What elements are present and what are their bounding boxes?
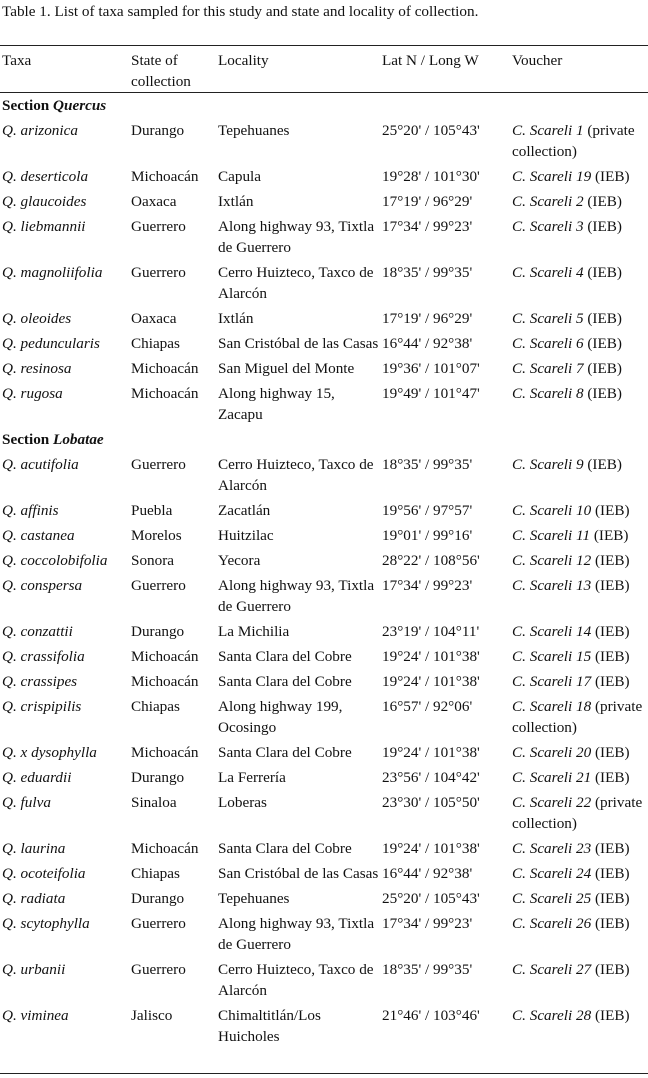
voucher-cell xyxy=(510,861,648,886)
state-cell: Sinaloa xyxy=(131,794,177,811)
coords-cell: 23°56' / 104°42' xyxy=(382,769,480,786)
section-heading xyxy=(0,93,648,118)
state-cell: Michoacán xyxy=(131,744,199,761)
taxon-cell: Q. conzattii xyxy=(2,623,73,640)
voucher-name: C. Scareli 5 xyxy=(512,310,584,327)
coords-cell: 19°36' / 101°07' xyxy=(382,360,480,377)
coords-cell: 21°46' / 103°46' xyxy=(382,1007,480,1024)
locality-cell: La Ferrería xyxy=(218,769,286,786)
voucher-name: C. Scareli 12 xyxy=(512,552,592,569)
coords-cell: 17°34' / 99°23' xyxy=(382,577,473,594)
voucher-name: C. Scareli 27 xyxy=(512,961,592,978)
voucher-note: (IEB) xyxy=(587,218,622,235)
locality-cell: Capula xyxy=(218,168,262,185)
voucher-name: C. Scareli 18 xyxy=(512,698,592,715)
state-cell: Michoacán xyxy=(131,360,199,377)
taxon-cell: Q. coccolobifolia xyxy=(2,552,108,569)
voucher-cell xyxy=(510,164,648,189)
locality-cell: Chimaltitlán/Los Huicholes xyxy=(218,1007,321,1045)
voucher-cell xyxy=(510,836,648,861)
voucher-cell xyxy=(510,911,648,957)
state-cell: Chiapas xyxy=(131,335,180,352)
taxon-cell: Q. radiata xyxy=(2,890,66,907)
voucher-cell xyxy=(510,498,648,523)
voucher-cell xyxy=(510,694,648,740)
state-cell: Durango xyxy=(131,890,185,907)
state-cell: Michoacán xyxy=(131,673,199,690)
voucher-note: (IEB) xyxy=(594,961,630,978)
coords-cell: 19°24' / 101°38' xyxy=(382,744,480,761)
voucher-name: C. Scareli 23 xyxy=(512,840,592,857)
locality-cell: Cerro Huizteco, Taxco de Alarcón xyxy=(218,264,374,302)
taxon-cell: Q. crassifolia xyxy=(2,648,85,665)
voucher-name: C. Scareli 9 xyxy=(512,456,584,473)
voucher-cell xyxy=(510,740,648,765)
state-cell: Chiapas xyxy=(131,865,180,882)
locality-cell: Santa Clara del Cobre xyxy=(218,744,352,761)
voucher-name: C. Scareli 14 xyxy=(512,623,592,640)
state-cell: Guerrero xyxy=(131,915,186,932)
voucher-note: (IEB) xyxy=(594,744,630,761)
coords-cell: 16°44' / 92°38' xyxy=(382,335,473,352)
voucher-name: C. Scareli 21 xyxy=(512,769,592,786)
voucher-name: C. Scareli 4 xyxy=(512,264,584,281)
coords-cell: 23°19' / 104°11' xyxy=(382,623,480,640)
voucher-name: C. Scareli 22 xyxy=(512,794,592,811)
state-cell: Guerrero xyxy=(131,264,186,281)
taxon-cell: Q. peduncularis xyxy=(2,335,100,352)
coords-cell: 18°35' / 99°35' xyxy=(382,456,473,473)
voucher-name: C. Scareli 11 xyxy=(512,527,591,544)
taxon-cell: Q. viminea xyxy=(2,1007,69,1024)
table-top-rule xyxy=(0,45,648,46)
locality-cell: Tepehuanes xyxy=(218,122,290,139)
taxon-cell: Q. liebmannii xyxy=(2,218,86,235)
voucher-note: (private collection) xyxy=(512,794,643,832)
voucher-note: (IEB) xyxy=(594,502,630,519)
locality-cell: Santa Clara del Cobre xyxy=(218,648,352,665)
state-cell: Puebla xyxy=(131,502,173,519)
voucher-note: (private collection) xyxy=(512,698,643,736)
header-voucher: Voucher xyxy=(512,52,563,69)
state-cell: Michoacán xyxy=(131,648,199,665)
voucher-name: C. Scareli 19 xyxy=(512,168,592,185)
voucher-note: (IEB) xyxy=(587,456,622,473)
state-cell: Guerrero xyxy=(131,218,186,235)
state-cell: Jalisco xyxy=(131,1007,173,1024)
locality-cell: Zacatlán xyxy=(218,502,271,519)
voucher-note: (private collection) xyxy=(512,122,635,160)
taxon-cell: Q. arizonica xyxy=(2,122,78,139)
coords-cell: 19°01' / 99°16' xyxy=(382,527,473,544)
coords-cell: 19°49' / 101°47' xyxy=(382,385,480,402)
voucher-note: (IEB) xyxy=(587,264,622,281)
voucher-cell xyxy=(510,331,648,356)
state-cell: Sonora xyxy=(131,552,175,569)
taxon-cell: Q. crispipilis xyxy=(2,698,82,715)
locality-cell: La Michilia xyxy=(218,623,290,640)
voucher-name: C. Scareli 28 xyxy=(512,1007,592,1024)
taxon-cell: Q. fulva xyxy=(2,794,51,811)
locality-cell: Along highway 15, Zacapu xyxy=(218,385,335,423)
voucher-note: (IEB) xyxy=(594,865,630,882)
header-coords: Lat N / Long W xyxy=(382,52,479,69)
locality-cell: Along highway 93, Tixtla de Guerrero xyxy=(218,577,375,615)
taxon-cell: Q. urbanii xyxy=(2,961,66,978)
section-name: Quercus xyxy=(53,97,107,114)
state-cell: Michoacán xyxy=(131,385,199,402)
locality-cell: Cerro Huizteco, Taxco de Alarcón xyxy=(218,961,374,999)
voucher-note: (IEB) xyxy=(587,193,622,210)
state-cell: Durango xyxy=(131,122,185,139)
voucher-name: C. Scareli 8 xyxy=(512,385,584,402)
taxon-cell: Q. eduardii xyxy=(2,769,72,786)
voucher-name: C. Scareli 17 xyxy=(512,673,592,690)
taxon-cell: Q. rugosa xyxy=(2,385,63,402)
locality-cell: Yecora xyxy=(218,552,261,569)
voucher-name: C. Scareli 20 xyxy=(512,744,592,761)
coords-cell: 16°44' / 92°38' xyxy=(382,865,473,882)
voucher-name: C. Scareli 10 xyxy=(512,502,592,519)
section-label: Section xyxy=(2,97,50,114)
voucher-note: (IEB) xyxy=(594,168,630,185)
locality-cell: Ixtlán xyxy=(218,193,254,210)
locality-cell: Santa Clara del Cobre xyxy=(218,673,352,690)
coords-cell: 17°34' / 99°23' xyxy=(382,915,473,932)
taxon-cell: Q. magnoliifolia xyxy=(2,264,103,281)
coords-cell: 19°28' / 101°30' xyxy=(382,168,480,185)
voucher-note: (IEB) xyxy=(594,1007,630,1024)
taxon-cell: Q. x dysophylla xyxy=(2,744,97,761)
locality-cell: Tepehuanes xyxy=(218,890,290,907)
state-cell: Guerrero xyxy=(131,577,186,594)
voucher-name: C. Scareli 26 xyxy=(512,915,592,932)
taxon-cell: Q. ocoteifolia xyxy=(2,865,86,882)
table-body xyxy=(0,93,648,1049)
voucher-cell xyxy=(510,381,648,427)
coords-cell: 19°24' / 101°38' xyxy=(382,673,480,690)
voucher-cell xyxy=(510,214,648,260)
voucher-name: C. Scareli 6 xyxy=(512,335,584,352)
voucher-note: (IEB) xyxy=(594,552,630,569)
locality-cell: Along highway 199, Ocosingo xyxy=(218,698,343,736)
locality-cell: San Cristóbal de las Casas xyxy=(218,335,379,352)
voucher-note: (IEB) xyxy=(594,840,630,857)
voucher-name: C. Scareli 15 xyxy=(512,648,592,665)
taxon-cell: Q. glaucoides xyxy=(2,193,87,210)
voucher-cell xyxy=(510,260,648,306)
voucher-note: (IEB) xyxy=(593,527,629,544)
state-cell: Michoacán xyxy=(131,840,199,857)
coords-cell: 17°19' / 96°29' xyxy=(382,310,473,327)
coords-cell: 19°56' / 97°57' xyxy=(382,502,473,519)
voucher-name: C. Scareli 13 xyxy=(512,577,592,594)
voucher-note: (IEB) xyxy=(587,385,622,402)
coords-cell: 25°20' / 105°43' xyxy=(382,122,480,139)
taxon-cell: Q. conspersa xyxy=(2,577,83,594)
voucher-note: (IEB) xyxy=(594,769,630,786)
state-cell: Chiapas xyxy=(131,698,180,715)
taxon-cell: Q. crassipes xyxy=(2,673,78,690)
voucher-cell xyxy=(510,790,648,836)
coords-cell: 18°35' / 99°35' xyxy=(382,961,473,978)
voucher-cell xyxy=(510,118,648,164)
locality-cell: Ixtlán xyxy=(218,310,254,327)
voucher-cell xyxy=(510,886,648,911)
voucher-cell xyxy=(510,1003,648,1049)
voucher-note: (IEB) xyxy=(587,335,622,352)
table-caption: Table 1. List of taxa sampled for this study and state and locality of collection. xyxy=(2,3,479,20)
voucher-cell xyxy=(510,356,648,381)
header-locality: Locality xyxy=(218,52,269,69)
section-label: Section xyxy=(2,431,50,448)
coords-cell: 16°57' / 92°06' xyxy=(382,698,473,715)
coords-cell: 17°34' / 99°23' xyxy=(382,218,473,235)
taxon-cell: Q. laurina xyxy=(2,840,66,857)
locality-cell: San Cristóbal de las Casas xyxy=(218,865,379,882)
voucher-note: (IEB) xyxy=(594,623,630,640)
state-cell: Michoacán xyxy=(131,168,199,185)
locality-cell: San Miguel del Monte xyxy=(218,360,355,377)
state-cell: Guerrero xyxy=(131,961,186,978)
state-cell: Morelos xyxy=(131,527,182,544)
voucher-name: C. Scareli 1 xyxy=(512,122,584,139)
voucher-cell xyxy=(510,189,648,214)
taxon-cell: Q. oleoides xyxy=(2,310,72,327)
voucher-name: C. Scareli 7 xyxy=(512,360,584,377)
locality-cell: Cerro Huizteco, Taxco de Alarcón xyxy=(218,456,374,494)
locality-cell: Along highway 93, Tixtla de Guerrero xyxy=(218,218,375,256)
voucher-note: (IEB) xyxy=(594,577,630,594)
state-cell: Oaxaca xyxy=(131,193,177,210)
voucher-cell xyxy=(510,452,648,498)
taxon-cell: Q. affinis xyxy=(2,502,59,519)
voucher-cell xyxy=(510,523,648,548)
voucher-name: C. Scareli 2 xyxy=(512,193,584,210)
voucher-note: (IEB) xyxy=(594,915,630,932)
coords-cell: 17°19' / 96°29' xyxy=(382,193,473,210)
table-header-row xyxy=(0,48,648,94)
voucher-cell xyxy=(510,573,648,619)
state-cell: Durango xyxy=(131,623,185,640)
locality-cell: Santa Clara del Cobre xyxy=(218,840,352,857)
voucher-note: (IEB) xyxy=(587,360,622,377)
voucher-name: C. Scareli 25 xyxy=(512,890,592,907)
voucher-cell xyxy=(510,957,648,1003)
taxon-cell: Q. deserticola xyxy=(2,168,89,185)
voucher-cell xyxy=(510,306,648,331)
coords-cell: 18°35' / 99°35' xyxy=(382,264,473,281)
voucher-note: (IEB) xyxy=(594,890,630,907)
voucher-cell xyxy=(510,619,648,644)
taxon-cell: Q. scytophylla xyxy=(2,915,90,932)
locality-cell: Along highway 93, Tixtla de Guerrero xyxy=(218,915,375,953)
voucher-cell xyxy=(510,765,648,790)
locality-cell: Huitzilac xyxy=(218,527,274,544)
state-cell: Guerrero xyxy=(131,456,186,473)
voucher-cell xyxy=(510,548,648,573)
locality-cell: Loberas xyxy=(218,794,267,811)
section-heading xyxy=(0,427,648,452)
voucher-cell xyxy=(510,669,648,694)
taxon-cell: Q. acutifolia xyxy=(2,456,79,473)
taxon-cell: Q. castanea xyxy=(2,527,75,544)
voucher-name: C. Scareli 3 xyxy=(512,218,584,235)
state-cell: Durango xyxy=(131,769,185,786)
voucher-cell xyxy=(510,644,648,669)
coords-cell: 25°20' / 105°43' xyxy=(382,890,480,907)
header-state: State of collection xyxy=(131,52,191,90)
section-name: Lobatae xyxy=(53,431,104,448)
voucher-note: (IEB) xyxy=(594,648,630,665)
voucher-note: (IEB) xyxy=(587,310,622,327)
coords-cell: 19°24' / 101°38' xyxy=(382,840,480,857)
coords-cell: 23°30' / 105°50' xyxy=(382,794,480,811)
table-bottom-rule xyxy=(0,1073,648,1074)
header-taxa: Taxa xyxy=(2,52,32,69)
coords-cell: 28°22' / 108°56' xyxy=(382,552,480,569)
taxon-cell: Q. resinosa xyxy=(2,360,72,377)
coords-cell: 19°24' / 101°38' xyxy=(382,648,480,665)
voucher-note: (IEB) xyxy=(594,673,630,690)
voucher-name: C. Scareli 24 xyxy=(512,865,592,882)
state-cell: Oaxaca xyxy=(131,310,177,327)
